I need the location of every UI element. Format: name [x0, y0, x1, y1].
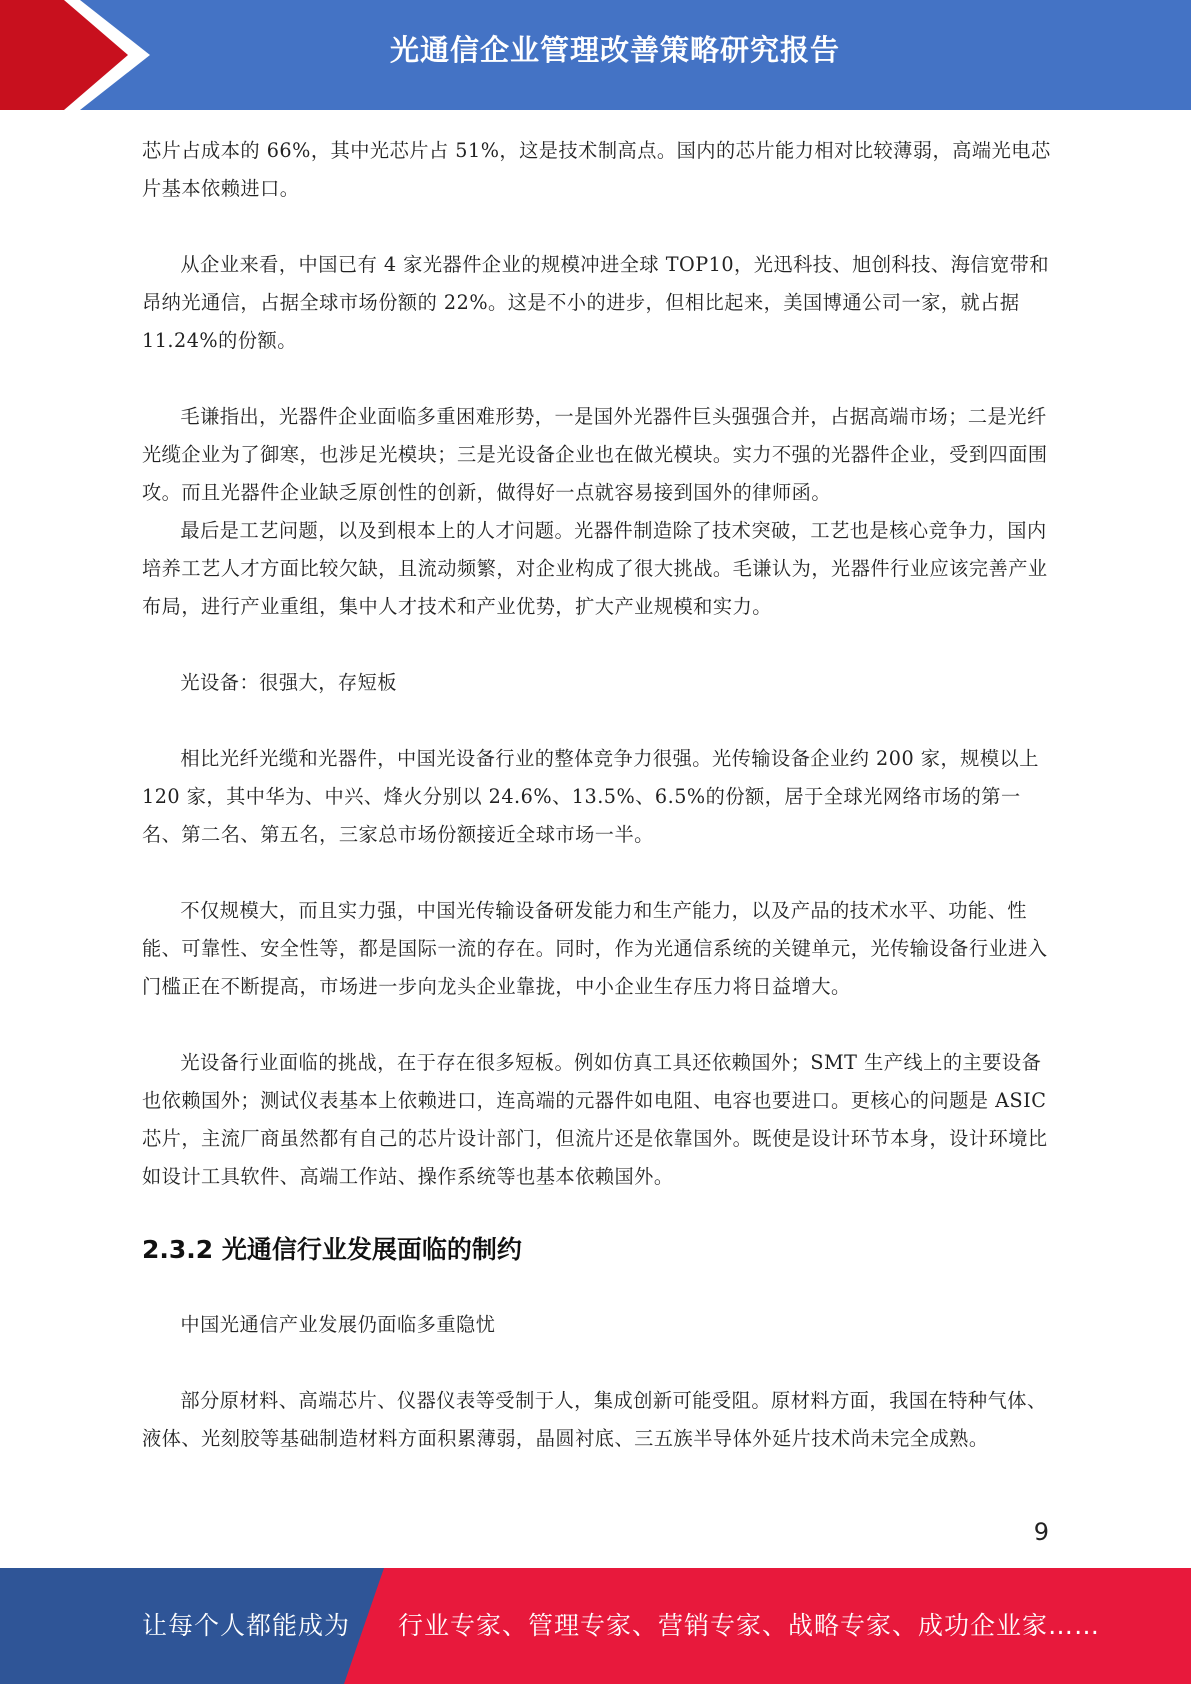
body-paragraph: 中国光通信产业发展仍面临多重隐忧 — [180, 1313, 496, 1336]
subheading-paragraph: 光设备：很强大，存短板 — [180, 671, 397, 694]
page-header — [0, 0, 1191, 110]
page-footer — [0, 1568, 1191, 1684]
body-paragraph: 部分原材料、高端芯片、仪器仪表等受制于人，集成创新可能受阻。原材料方面，我国在特种气体、液体、光刻胶等基础制造材料方面积累薄弱，晶圆衬底、三五族半导体外延片技术尚未完全成熟。 — [142, 1389, 1047, 1450]
body-paragraph: 从企业来看，中国已有 4 家光器件企业的规模冲进全球 TOP10，光迅科技、旭创科技、海信宽带和昂纳光通信，占据全球市场份额的 22%。这是不小的进步，但相比起来，美国博通公司一家，就占据 11.24%的份额。 — [142, 253, 1050, 352]
body-paragraph: 芯片占成本的 66%，其中光芯片占 51%，这是技术制高点。国内的芯片能力相对比较薄弱，高端光电芯片基本依赖进口。 — [142, 139, 1051, 200]
footer-slogan-left: 让每个人都能成为 — [142, 1611, 351, 1640]
page-body — [142, 132, 1052, 1458]
footer-slogan-right: 行业专家、管理专家、营销专家、战略专家、成功企业家…… — [398, 1611, 1101, 1640]
body-paragraph: 不仅规模大，而且实力强，中国光传输设备研发能力和生产能力，以及产品的技术水平、功能、性能、可靠性、安全性等，都是国际一流的存在。同时，作为光通信系统的关键单元，光传输设备行业进入门槛正在不断提高，市场进一步向龙头企业靠拢，中小企业生存压力将日益增大。 — [142, 899, 1048, 998]
body-paragraph: 相比光纤光缆和光器件，中国光设备行业的整体竞争力很强。光传输设备企业约 200 家，规模以上 120 家，其中华为、中兴、烽火分别以 24.6%、13.5%、6.5%的份额，居于全球光网络市场的第一名、第二名、第五名，三家总市场份额接近全球市场一半。 — [142, 747, 1039, 846]
body-paragraph: 光设备行业面临的挑战，在于存在很多短板。例如仿真工具还依赖国外；SMT 生产线上的主要设备也依赖国外；测试仪表基本上依赖进口，连高端的元器件如电阻、电容也要进口。更核心的问题是 ASIC 芯片，主流厂商虽然都有自己的芯片设计部门，但流片还是依靠国外。既使是设计环节本身，设计环境比如设计工具软件、高端工作站、操作系统等也基本依赖国外。 — [142, 1051, 1048, 1188]
body-paragraph: 毛谦指出，光器件企业面临多重困难形势，一是国外光器件巨头强强合并，占据高端市场；二是光纤光缆企业为了御寒，也涉足光模块；三是光设备企业也在做光模块。实力不强的光器件企业，受到四面围攻。而且光器件企业缺乏原创性的创新，做得好一点就容易接到国外的律师函。 — [142, 405, 1048, 504]
page-number: 9 — [1033, 1518, 1049, 1546]
section-heading: 2.3.2 光通信行业发展面临的制约 — [142, 1235, 522, 1264]
document-title: 光通信企业管理改善策略研究报告 — [389, 33, 840, 67]
body-paragraph: 最后是工艺问题，以及到根本上的人才问题。光器件制造除了技术突破，工艺也是核心竞争力，国内培养工艺人才方面比较欠缺，且流动频繁，对企业构成了很大挑战。毛谦认为，光器件行业应该完善产业布局，进行产业重组，集中人才技术和产业优势，扩大产业规模和实力。 — [142, 519, 1048, 618]
